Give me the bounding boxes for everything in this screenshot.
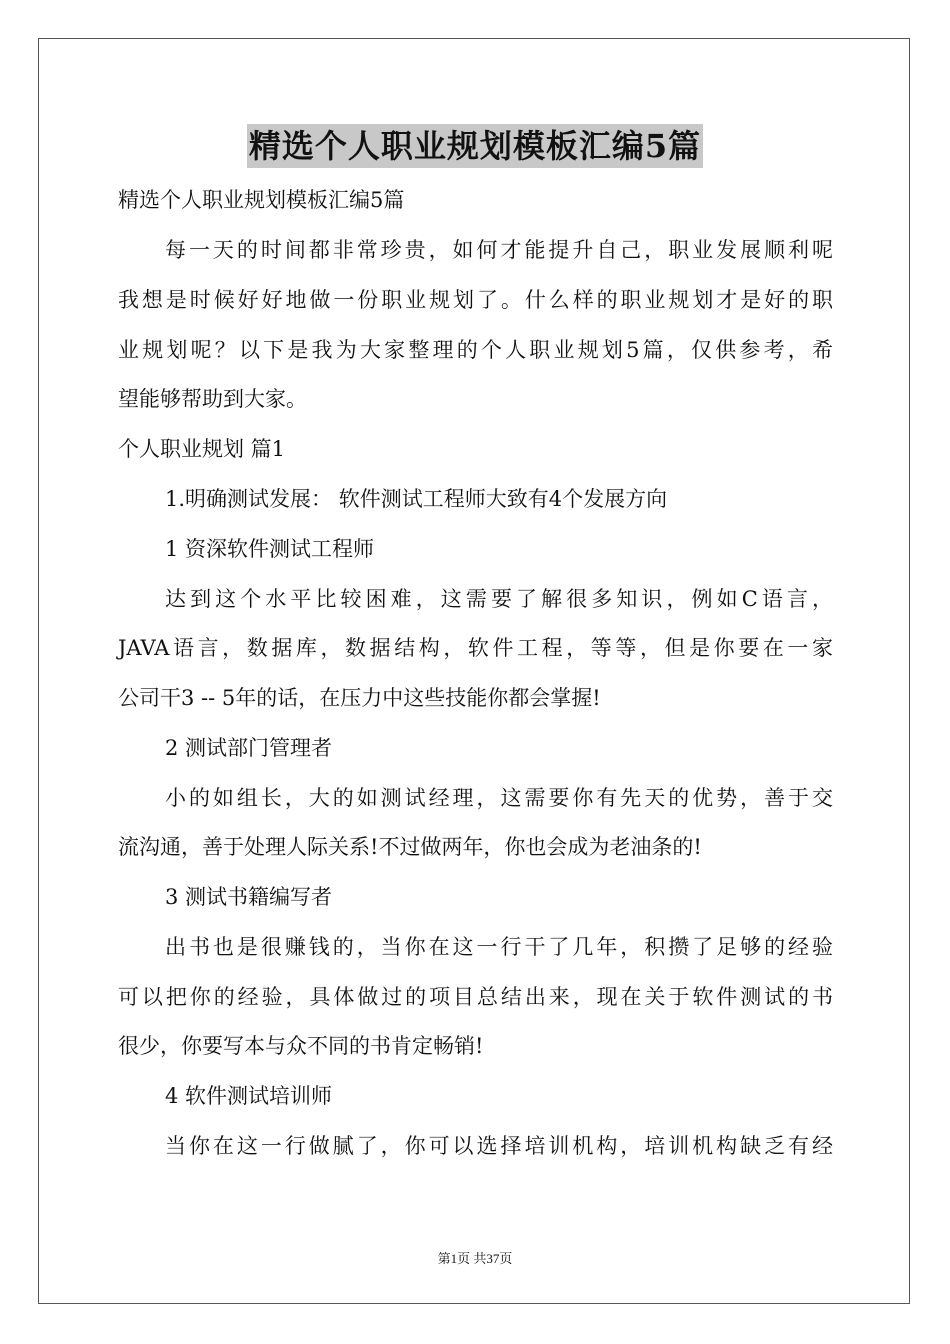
subtitle-line: 精选个人职业规划模板汇编5篇: [118, 188, 405, 212]
paragraph-line: 达到这个水平比较困难，这需要了解很多知识，例如C语言，: [165, 587, 833, 611]
paragraph-line: 每一天的时间都非常珍贵，如何才能提升自己，职业发展顺利呢: [165, 238, 833, 262]
paragraph-line: 望能够帮助到大家。: [118, 387, 307, 411]
paragraph-line: 可以把你的经验，具体做过的项目总结出来，现在关于软件测试的书: [118, 985, 833, 1009]
paragraph-line: 出书也是很赚钱的，当你在这一行干了几年，积攒了足够的经验: [165, 935, 833, 959]
paragraph-line: 公司干3 -- 5年的话，在压力中这些技能你都会掌握!: [118, 686, 601, 710]
paragraph-line: JAVA语言，数据库，数据结构，软件工程，等等，但是你要在一家: [118, 636, 833, 660]
subheading: 4 软件测试培训师: [165, 1084, 333, 1108]
paragraph-line: 我想是时候好好地做一份职业规划了。什么样的职业规划才是好的职: [118, 288, 833, 312]
subheading: 2 测试部门管理者: [165, 736, 333, 760]
paragraph-line: 很少，你要写本与众不同的书肯定畅销!: [118, 1034, 484, 1058]
document-title: 精选个人职业规划模板汇编5篇: [247, 124, 703, 168]
paragraph-line: 业规划呢？以下是我为大家整理的个人职业规划5篇，仅供参考，希: [118, 338, 833, 362]
subheading: 1 资深软件测试工程师: [165, 537, 375, 561]
title-container: [0, 124, 950, 168]
paragraph-line: 当你在这一行做腻了，你可以选择培训机构，培训机构缺乏有经: [165, 1134, 833, 1158]
page-footer: 第1页 共37页: [437, 1251, 513, 1266]
section-heading: 个人职业规划 篇1: [118, 437, 286, 461]
paragraph-line: 1.明确测试发展： 软件测试工程师大致有4个发展方向: [165, 487, 668, 511]
page-border: [38, 38, 910, 1304]
paragraph-line: 小的如组长，大的如测试经理，这需要你有先天的优势，善于交: [165, 786, 833, 810]
subheading: 3 测试书籍编写者: [165, 885, 333, 909]
paragraph-line: 流沟通，善于处理人际关系!不过做两年，你也会成为老油条的!: [118, 835, 702, 859]
